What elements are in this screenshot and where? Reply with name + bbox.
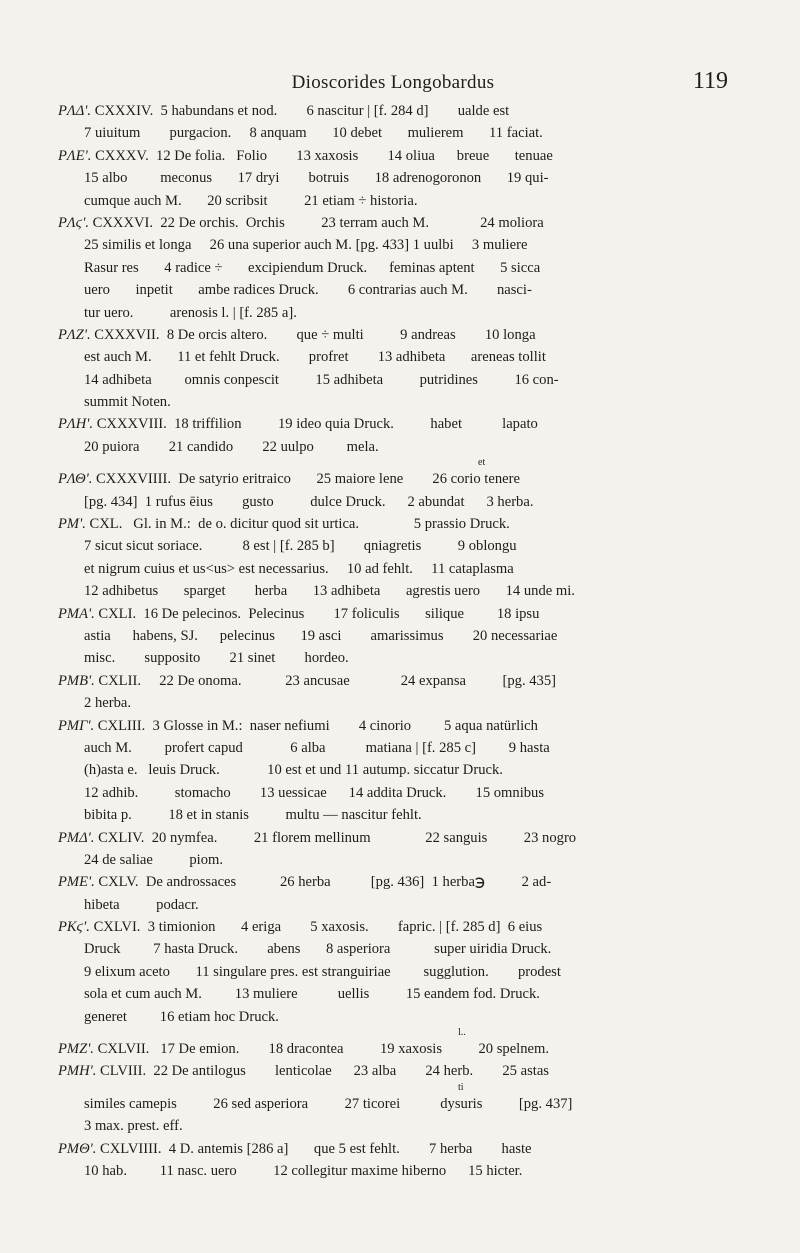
- line-text: hibeta podacr.: [84, 896, 199, 913]
- text-line: [58, 916, 730, 938]
- line-text: CXLVIIII. 4 D. antemis [286 a] que 5 est fehlt. 7 herba haste: [100, 1140, 532, 1157]
- text-line: [58, 122, 730, 144]
- chapter-sigil: PMZ'.: [58, 1041, 98, 1058]
- chapter-sigil: PΛE'.: [58, 147, 96, 164]
- line-text: CXL. Gl. in M.: de o. dicitur quod sit urtica. 5 prassio Druck.: [89, 516, 510, 533]
- line-text: generet 16 etiam hoc Druck.: [84, 1008, 279, 1025]
- chapter-sigil: PΛΔ'.: [58, 103, 95, 119]
- text-line: [58, 145, 730, 167]
- text-line: [58, 436, 730, 458]
- line-text: 12 adhibetus sparget herba 13 adhibeta agrestis uero 14 unde mi.: [84, 583, 575, 600]
- apparatus-entry: [58, 916, 730, 1038]
- apparatus-entry: [58, 871, 730, 916]
- chapter-sigil: PΛϛ'.: [58, 214, 93, 231]
- apparatus-entry: [58, 100, 730, 145]
- line-text: cumque auch M. 20 scribsit 21 etiam ÷ historia.: [84, 192, 418, 209]
- text-line: [58, 324, 730, 346]
- running-title: Dioscorides Longobardus: [291, 72, 495, 93]
- text-line: [58, 257, 730, 279]
- interlinear-note: l..: [458, 1027, 466, 1039]
- line-text: Rasur res 4 radice ÷ excipiendum Druck. feminas aptent 5 sicca: [84, 259, 541, 276]
- text-line: [58, 715, 730, 737]
- line-text: astia habens, SJ. pelecinus 19 asci amarissimus 20 necessariae: [84, 627, 558, 644]
- line-text: CXLVI. 3 timionion 4 eriga 5 xaxosis. fapric. | [f. 285 d] 6 eius: [93, 919, 543, 936]
- text-line: [58, 692, 730, 714]
- text-line: [58, 468, 730, 490]
- apparatus-entry: [58, 1060, 730, 1092]
- text-line: [58, 827, 730, 849]
- line-text: et nigrum cuius et us<us> est necessarius. 10 ad fehlt. 11 cataplasma: [84, 560, 514, 577]
- apparatus-entry: [58, 413, 730, 468]
- line-text: sola et cum auch M. 13 muliere uellis 15 eandem fod. Druck.: [84, 986, 540, 1003]
- text-line: [58, 603, 730, 625]
- line-text: CXXXVIII. 18 triffilion 19 ideo quia Druck. habet lapato: [96, 416, 538, 433]
- interlinear-note: et: [478, 457, 486, 469]
- chapter-sigil: PME'.: [58, 874, 99, 891]
- line-text: CXLIV. 20 nymfea. 21 florem mellinum 22 sanguis 23 nogro: [98, 829, 577, 846]
- text-line: [58, 279, 730, 301]
- text-line: [58, 212, 730, 234]
- line-text: 20 puiora 21 candido 22 uulpo mela.: [84, 438, 379, 455]
- text-line: [58, 894, 730, 916]
- text-line: [58, 759, 730, 781]
- apparatus-entry: [58, 468, 730, 513]
- chapter-sigil: PM'.: [58, 516, 90, 533]
- line-text: tur uero. arenosis l. | [f. 285 a].: [84, 304, 297, 321]
- apparatus-entry: [58, 324, 730, 414]
- chapter-sigil: PMΘ'.: [58, 1140, 101, 1157]
- text-line: [58, 782, 730, 804]
- line-text: (h)asta e. leuis Druck. 10 est et und 11 autump. siccatur Druck.: [84, 762, 503, 779]
- page-header: [58, 60, 728, 100]
- apparatus-entry: [58, 212, 730, 324]
- text-line: [58, 625, 730, 647]
- chapter-sigil: PKϛ'.: [58, 919, 94, 936]
- line-text: CXLI. 16 De pelecinos. Pelecinus 17 foliculis silique 18 ipsu: [98, 605, 540, 622]
- line-text: 7 sicut sicut soriace. 8 est | [f. 285 b] qniagretis 9 oblongu: [84, 538, 517, 555]
- text-line: [58, 1060, 730, 1082]
- text-line: [58, 234, 730, 256]
- text-line: [58, 804, 730, 826]
- text-line: [58, 100, 730, 122]
- text-line: [58, 871, 730, 893]
- chapter-sigil: PΛH'.: [58, 416, 97, 433]
- apparatus-entry: [58, 715, 730, 827]
- line-text: 25 similis et longa 26 una superior auch M. [pg. 433] 1 uulbi 3 muliere: [84, 237, 528, 254]
- line-text: 9 elixum aceto 11 singulare pres. est stranguiriae sugglution. prodest: [84, 963, 561, 980]
- apparatus-entry: [58, 827, 730, 872]
- chapter-sigil: PMA'.: [58, 605, 99, 622]
- text-line: [58, 535, 730, 557]
- text-line: [58, 1160, 730, 1182]
- text-line: [58, 369, 730, 391]
- line-text: similes camepis 26 sed asperiora 27 ticorei dysuris [pg. 437]: [84, 1095, 573, 1112]
- line-text: CXLII. 22 De onoma. 23 ancusae 24 expansa [pg. 435]: [98, 672, 556, 689]
- text-line: [58, 167, 730, 189]
- text-line: [58, 1006, 730, 1028]
- text-line: [58, 647, 730, 669]
- line-text: 12 adhib. stomacho 13 uessicae 14 addita Druck. 15 omnibus: [84, 784, 545, 801]
- line-text: CXXXIV. 5 habundans et nod. 6 nascitur | [f. 284 d] ualde est: [94, 103, 510, 119]
- text-line: [58, 938, 730, 960]
- text-line: [58, 580, 730, 602]
- line-text: misc. supposito 21 sinet hordeo.: [84, 650, 349, 667]
- apparatus-entry: [58, 1038, 730, 1060]
- line-text: 7 uiuitum purgacion. 8 anquam 10 debet mulierem 11 faciat.: [84, 125, 543, 142]
- chapter-sigil: PMΔ'.: [58, 829, 99, 846]
- apparatus-entry: [58, 670, 730, 715]
- line-text: 14 adhibeta omnis conpescit 15 adhibeta putridines 16 con-: [84, 371, 559, 388]
- line-text: [pg. 434] 1 rufus ēius gusto dulce Druck. 2 abundat 3 herba.: [84, 493, 534, 510]
- apparatus-entry: [58, 1093, 730, 1138]
- apparatus-entries: [58, 100, 730, 1182]
- text-line: [58, 1115, 730, 1137]
- apparatus-entry: [58, 145, 730, 212]
- interlinear-note: ti: [458, 1081, 464, 1093]
- chapter-sigil: PMB'.: [58, 672, 99, 689]
- text-line: [58, 849, 730, 871]
- line-text: summit Noten.: [84, 394, 171, 411]
- line-text: Druck 7 hasta Druck. abens 8 asperiora super uiridia Druck.: [84, 941, 552, 958]
- text-line: [58, 558, 730, 580]
- line-text: CXXXVII. 8 De orcis altero. que ÷ multi 9 andreas 10 longa: [94, 326, 536, 343]
- text-line: [58, 1093, 730, 1115]
- text-line: [58, 737, 730, 759]
- chapter-sigil: PΛΘ'.: [58, 471, 97, 488]
- line-text: bibita p. 18 et in stanis multu — nascitur fehlt.: [84, 807, 422, 824]
- text-line: [58, 1138, 730, 1160]
- text-line: [58, 491, 730, 513]
- text-line: [58, 983, 730, 1005]
- chapter-sigil: PMH'.: [58, 1063, 101, 1080]
- text-line: [58, 670, 730, 692]
- apparatus-entry: [58, 513, 730, 603]
- line-text: CXLIII. 3 Glosse in M.: naser nefiumi 4 cinorio 5 aqua natürlich: [97, 717, 538, 734]
- text-line: [58, 346, 730, 368]
- text-line: [58, 391, 730, 413]
- line-text: CXXXVIIII. De satyrio eritraico 25 maiore lene 26 corio tenere: [96, 471, 520, 488]
- chapter-sigil: PΛZ'.: [58, 326, 95, 343]
- line-text: 2 herba.: [84, 695, 132, 712]
- text-line: [58, 190, 730, 212]
- line-text: 24 de saliae piom.: [84, 851, 224, 868]
- apparatus-entry: [58, 1138, 730, 1183]
- line-text: auch M. profert capud 6 alba matiana | [f. 285 c] 9 hasta: [84, 739, 550, 756]
- apparatus-entry: [58, 603, 730, 670]
- line-text: CXLV. De androssaces 26 herba [pg. 436] 1 herba℈ 2 ad-: [98, 874, 552, 891]
- line-text: 10 hab. 11 nasc. uero 12 collegitur maxime hiberno 15 hicter.: [84, 1162, 523, 1179]
- line-text: CXXXV. 12 De folia. Folio 13 xaxosis 14 oliua breue tenuae: [95, 147, 553, 164]
- line-text: est auch M. 11 et fehlt Druck. profret 13 adhibeta areneas tollit: [84, 349, 546, 366]
- line-text: CXXXVI. 22 De orchis. Orchis 23 terram auch M. 24 moliora: [92, 214, 544, 231]
- line-text: CXLVII. 17 De emion. 18 dracontea 19 xaxosis 20 spelnem.: [97, 1041, 550, 1058]
- text-line: [58, 1038, 730, 1060]
- chapter-sigil: PMΓ'.: [58, 717, 98, 734]
- text-line: [58, 302, 730, 324]
- text-line: [58, 961, 730, 983]
- line-text: 3 max. prest. eff.: [84, 1118, 183, 1135]
- line-text: CLVIII. 22 De antilogus lenticolae 23 alba 24 herb. 25 astas: [100, 1063, 549, 1080]
- text-line: [58, 413, 730, 435]
- text-line: [58, 513, 730, 535]
- page-number: 119: [692, 68, 728, 94]
- line-text: 15 albo meconus 17 dryi botruis 18 adrenogoronon 19 qui-: [84, 170, 549, 187]
- line-text: uero inpetit ambe radices Druck. 6 contrarias auch M. nasci-: [84, 282, 532, 299]
